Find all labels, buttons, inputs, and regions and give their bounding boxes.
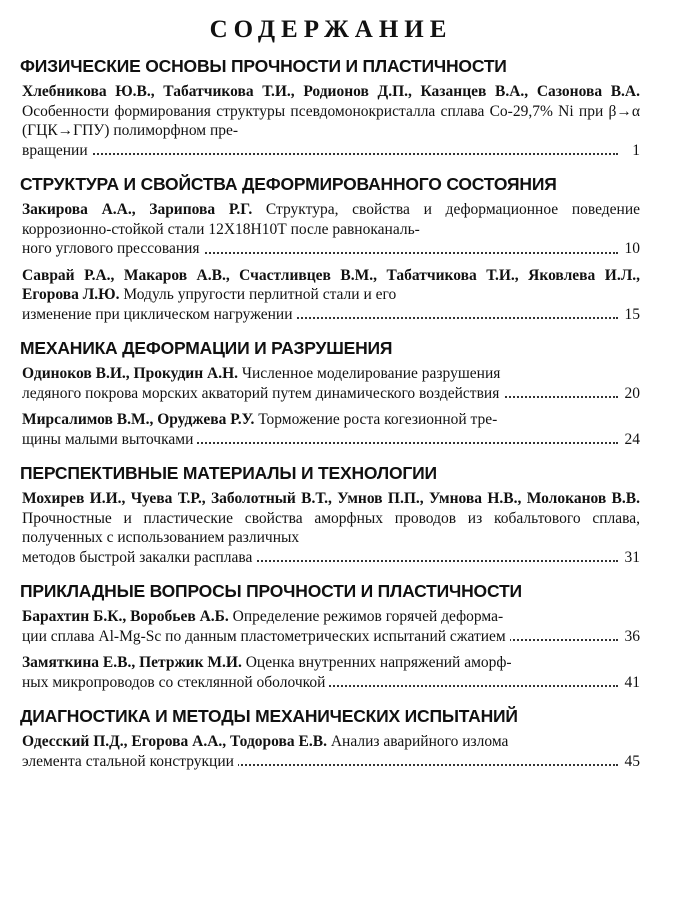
entry-authors: Мохирев И.И., Чуева Т.Р., Заболотный В.Т., Умнов П.П., Умнова Н.В., Молоканов В.В. xyxy=(22,490,640,507)
entry-body xyxy=(22,489,640,548)
entry-body xyxy=(22,364,640,384)
entry-authors: Хлебникова Ю.В., Табатчикова Т.И., Родионов Д.П., Казанцев В.А., Сазонова В.А. xyxy=(22,83,640,100)
toc-section xyxy=(22,54,640,160)
section-title: ФИЗИЧЕСКИЕ ОСНОВЫ ПРОЧНОСТИ И ПЛАСТИЧНОСТИ xyxy=(20,56,507,76)
page-number: 45 xyxy=(622,752,641,772)
entry-last-line xyxy=(22,305,640,325)
page-number: 20 xyxy=(622,384,641,404)
dot-leader xyxy=(22,153,618,155)
entry-title: Определение режимов горячей деформа- xyxy=(228,608,504,625)
entry-body xyxy=(22,410,640,430)
toc-section xyxy=(22,704,640,771)
entry-authors: Одиноков В.И., Прокудин А.Н. xyxy=(22,365,239,382)
entry-authors: Одесский П.Д., Егорова А.А., Тодорова Е.В. xyxy=(22,733,327,750)
entry-title: Анализ аварийного излома xyxy=(326,733,509,750)
toc-entry[interactable] xyxy=(22,266,640,325)
toc-entry[interactable] xyxy=(22,364,640,403)
toc-section xyxy=(22,172,640,324)
entry-title: Оценка внутренних напряжений аморф- xyxy=(241,654,512,671)
entry-last-line xyxy=(22,141,640,161)
entry-title-end: элемента стальной конструкции xyxy=(22,753,238,770)
toc-entry[interactable] xyxy=(22,200,640,259)
entry-title-end: вращении xyxy=(22,142,92,159)
toc-entry[interactable] xyxy=(22,489,640,567)
toc-entry[interactable] xyxy=(22,607,640,646)
entry-title-end: щины малыми выточками xyxy=(22,431,197,448)
toc-section xyxy=(22,336,640,449)
entry-body xyxy=(22,266,640,305)
entry-body xyxy=(22,82,640,141)
entry-body xyxy=(22,607,640,627)
entry-authors: Мирсалимов В.М., Оруджева Р.У. xyxy=(22,411,255,428)
section-title: СТРУКТУРА И СВОЙСТВА ДЕФОРМИРОВАННОГО СОСТОЯНИЯ xyxy=(20,174,557,194)
entry-last-line xyxy=(22,627,640,647)
page-number: 10 xyxy=(622,239,641,259)
toc-entry[interactable] xyxy=(22,82,640,160)
section-title: ПЕРСПЕКТИВНЫЕ МАТЕРИАЛЫ И ТЕХНОЛОГИИ xyxy=(20,463,437,483)
entry-title: Модуль упругости перлитной стали и его xyxy=(119,286,397,303)
entry-title-end: ции сплава Al-Mg-Sc по данным пластометрических испытаний сжатием xyxy=(22,628,510,645)
page-number: 41 xyxy=(622,673,641,693)
entry-last-line xyxy=(22,384,640,404)
entry-body xyxy=(22,653,640,673)
entry-title: Торможение роста когезионной тре- xyxy=(254,411,498,428)
page-number: 1 xyxy=(629,141,640,161)
toc-section xyxy=(22,579,640,692)
entry-body xyxy=(22,732,640,752)
page-number: 36 xyxy=(622,627,641,647)
entry-title-end: ного углового прессования xyxy=(22,240,204,257)
entry-authors: Саврай Р.А., Макаров А.В., Счастливцев В.М., Табатчикова Т.И., Яковлева И.Л., Егорова Л.Ю. xyxy=(22,266,640,303)
entry-title-end: ледяного покрова морских акваторий путем динамического воздействия xyxy=(22,385,503,402)
entry-authors: Барахтин Б.К., Воробьев А.Б. xyxy=(22,608,229,625)
entry-title: Прочностные и пластические свойства аморфных проводов из кобальтового сплава, полученных с использованием различных xyxy=(22,509,640,546)
entry-title-end: ных микропроводов со стеклянной оболочкой xyxy=(22,674,329,691)
toc-section xyxy=(22,461,640,567)
section-title: МЕХАНИКА ДЕФОРМАЦИИ И РАЗРУШЕНИЯ xyxy=(20,338,393,358)
entry-last-line xyxy=(22,239,640,259)
entry-title-end: методов быстрой закалки расплава xyxy=(22,549,256,566)
entry-body xyxy=(22,200,640,239)
entry-authors: Закирова А.А., Зарипова Р.Г. xyxy=(22,201,253,218)
toc-sections xyxy=(22,54,640,771)
entry-last-line xyxy=(22,548,640,568)
page-number: 31 xyxy=(622,548,641,568)
entry-last-line xyxy=(22,752,640,772)
page-title: СОДЕРЖАНИЕ xyxy=(209,16,453,43)
entry-last-line xyxy=(22,673,640,693)
page-number: 15 xyxy=(622,305,641,325)
toc-entry[interactable] xyxy=(22,732,640,771)
toc-entry[interactable] xyxy=(22,410,640,449)
entry-title: Структура, свойства и деформационное поведение коррозионно-стойкой стали 12Х18Н10Т после равноканаль- xyxy=(22,201,641,238)
toc-entry[interactable] xyxy=(22,653,640,692)
section-title: ДИАГНОСТИКА И МЕТОДЫ МЕХАНИЧЕСКИХ ИСПЫТАНИЙ xyxy=(20,706,518,726)
page-number: 24 xyxy=(622,430,641,450)
entry-title: Особенности формирования структуры псевдомонокристалла сплава Со-29,7% Ni при β→α (ГЦК→ГПУ) полиморфном пре- xyxy=(22,102,640,139)
entry-last-line xyxy=(22,430,640,450)
section-title: ПРИКЛАДНЫЕ ВОПРОСЫ ПРОЧНОСТИ И ПЛАСТИЧНОСТИ xyxy=(20,581,522,601)
entry-title-end: изменение при циклическом нагружении xyxy=(22,306,297,323)
entry-authors: Замяткина Е.В., Петржик М.И. xyxy=(22,654,242,671)
entry-title: Численное моделирование разрушения xyxy=(238,365,501,382)
